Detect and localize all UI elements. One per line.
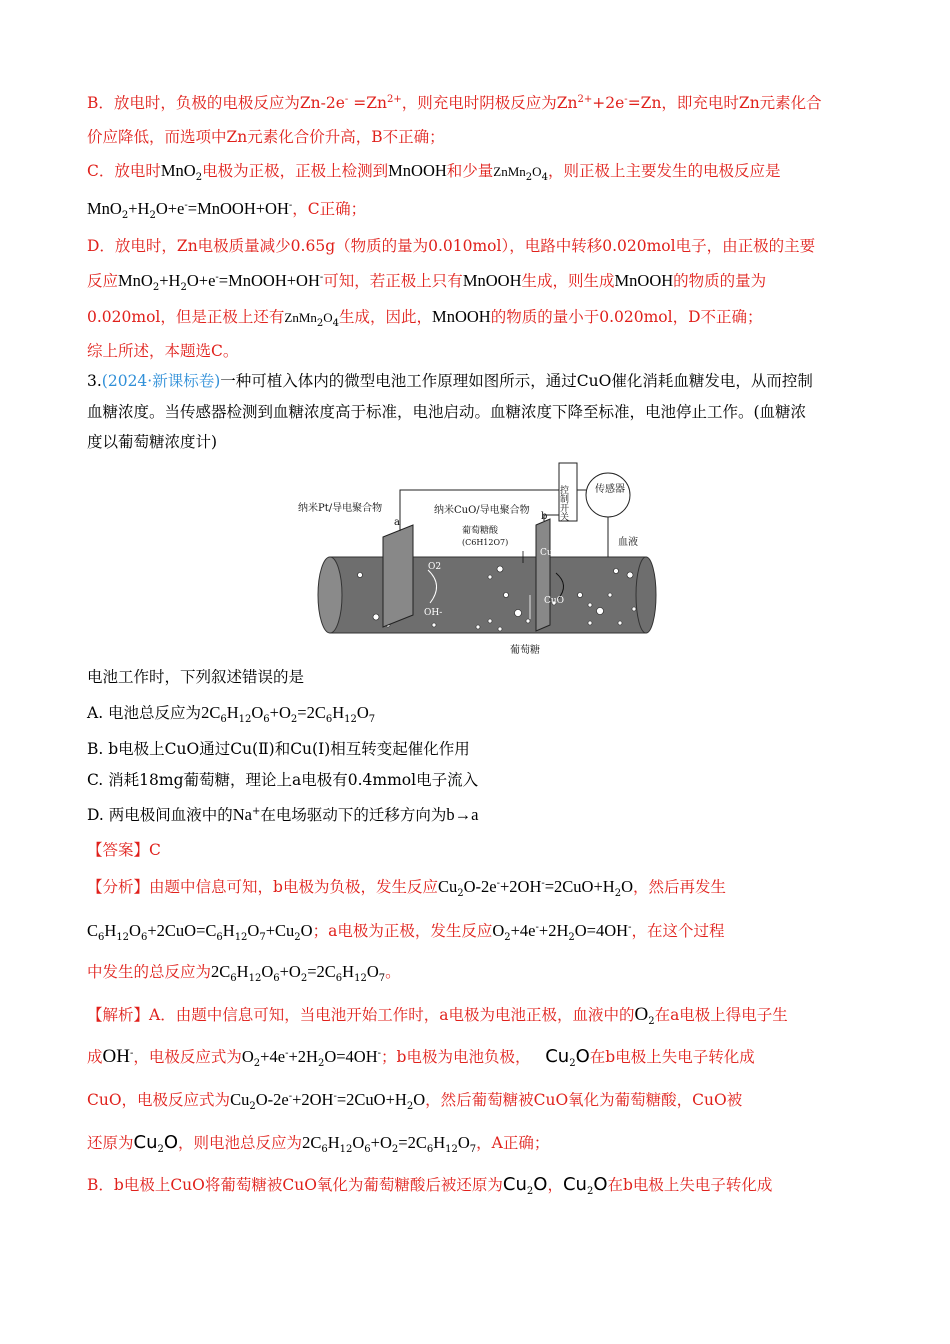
explanation-line-1: 【解析】A．由题中信息可知，当电池开始工作时，a电极为电池正极，血液中的$O_2$在a电极上得电子生 [87, 1004, 788, 1028]
svg-text:CuO: CuO [544, 596, 565, 606]
explanation-line-4: 还原为$Cu_2O$，则电池总反应为$2C_6H_{12}O_6+O_2=2C_6H_{12}O_7$，A正确； [87, 1132, 550, 1156]
gluconic-acid-label: 葡萄糖酸 [462, 526, 499, 536]
vessel-end-left [318, 557, 342, 633]
svg-text:传感器: 传感器 [595, 484, 625, 495]
option-a: A. 电池总反应为$2C_6H_{12}O_6+O_2=2C_6H_{12}O_7$ [87, 703, 376, 726]
explanation-line-3: CuO，电极反应式为$Cu_2O-2e^-+2OH^-=2CuO+H_2O$，然后葡萄糖被CuO氧化为葡萄糖酸，CuO被 [87, 1090, 743, 1113]
answer-line: 【答案】C [87, 841, 161, 859]
right-electrode-label: 纳米CuO/导电聚合物 [434, 505, 530, 516]
svg-text:a: a [394, 517, 400, 528]
option-c-explanation-line-1: C．放电时MnO$_2$电极为正极，正极上检测到MnOOH和少量$ZnMn_2O_4$，则正极上主要发生的电极反应是 [87, 161, 781, 184]
option-b-explanation-line-1: B．放电时，负极的电极反应为$Zn-2e^- =Zn^{2+}$，则充电时阴极反应为$Zn^{2+}+2e^-=Zn$，即充电时Zn元素化合 [87, 93, 822, 112]
vessel-end-right [636, 557, 656, 633]
analysis-line-1: 【分析】由题中信息可知，b电极为负极，发生反应$Cu_2O-2e^-+2OH^-=2CuO+H_2O$，然后再发生 [87, 877, 727, 900]
option-c-explanation-line-2: $MnO_2+H_2O+e^-=MnOOH+OH^-$，C正确； [87, 199, 367, 222]
battery-diagram [238, 445, 658, 655]
option-c: C. 消耗18mg葡萄糖，理论上a电极有0.4mmol电子流入 [87, 771, 479, 789]
svg-text:控制开关: 控制开关 [558, 485, 568, 521]
option-d-explanation-line-3: 0.020mol，但是正极上还有$ZnMn_2O_4$生成，因此，MnOOH的物质的量小于0.020mol，D不正确； [87, 307, 763, 330]
svg-text:OH-: OH- [424, 608, 443, 618]
option-b: B. b电极上CuO通过Cu(Ⅱ)和Cu(Ⅰ)相互转变起催化作用 [87, 740, 470, 758]
question-stem-line-1: 3.(2024·新课标卷)一种可植入体内的微型电池工作原理如图所示，通过CuO催化消耗血糖发电，从而控制 [87, 372, 813, 390]
option-d-explanation-line-2: 反应$MnO_2+H_2O+e^-=MnOOH+OH^-$可知，若正极上只有MnOOH生成，则生成MnOOH的物质的量为 [87, 271, 767, 294]
analysis-line-3: 中发生的总反应为$2C_6H_{12}O_6+O_2=2C_6H_{12}O_7$。 [87, 962, 401, 985]
electrode-a [383, 525, 413, 627]
electrode-b [536, 519, 550, 631]
option-d: D. 两电极间血液中的Na+在电场驱动下的迁移方向为b→a [87, 805, 479, 824]
option-d-explanation-line-1: D．放电时，Zn电极质量减少0.65g（物质的量为0.010mol），电路中转移0.020mol电子，由正极的主要 [87, 237, 816, 255]
svg-text:Cu2O: Cu2O [540, 548, 566, 558]
svg-text:O2: O2 [428, 562, 442, 572]
summary-line: 综上所述，本题选C。 [87, 342, 239, 360]
question-stem-line-2: 血糖浓度。当传感器检测到血糖浓度高于标准，电池启动。血糖浓度下降至标准，电池停止工作。(血糖浓 [87, 403, 807, 421]
left-electrode-label: 纳米Pt/导电聚合物 [298, 503, 383, 514]
sensor-circle [586, 473, 630, 517]
question-source: (2024·新课标卷) [101, 372, 221, 390]
question-stem-line-3: 度以葡萄糖浓度计) [87, 433, 218, 451]
blood-label: 血液 [618, 537, 638, 548]
option-b-explanation-line-2: 价应降低，而选项中Zn元素化合价升高，B不正确； [87, 128, 445, 146]
glucose-label: 葡萄糖 [510, 645, 540, 655]
explanation-line-5: B．b电极上CuO将葡萄糖被CuO氧化为葡萄糖酸后被还原为$Cu_2O$，$Cu_2O$在b电极上失电子转化成 [87, 1174, 773, 1198]
question-prompt: 电池工作时，下列叙述错误的是 [87, 668, 305, 686]
explanation-line-2: 成OH-，电极反应式为$O_2+4e^-+2H_2O=4OH^-$；b电极为电池负极， $Cu_2O$在b电极上失电子转化成 [87, 1046, 755, 1070]
svg-text:(C6H12O7): (C6H12O7) [462, 538, 509, 547]
svg-text:b: b [541, 511, 548, 522]
analysis-line-2: $C_6H_{12}O_6+2CuO=C_6H_{12}O_7+Cu_2O$；a电极为正极，发生反应$O_2+4e^-+2H_2O=4OH^-$，在这个过程 [87, 921, 725, 944]
